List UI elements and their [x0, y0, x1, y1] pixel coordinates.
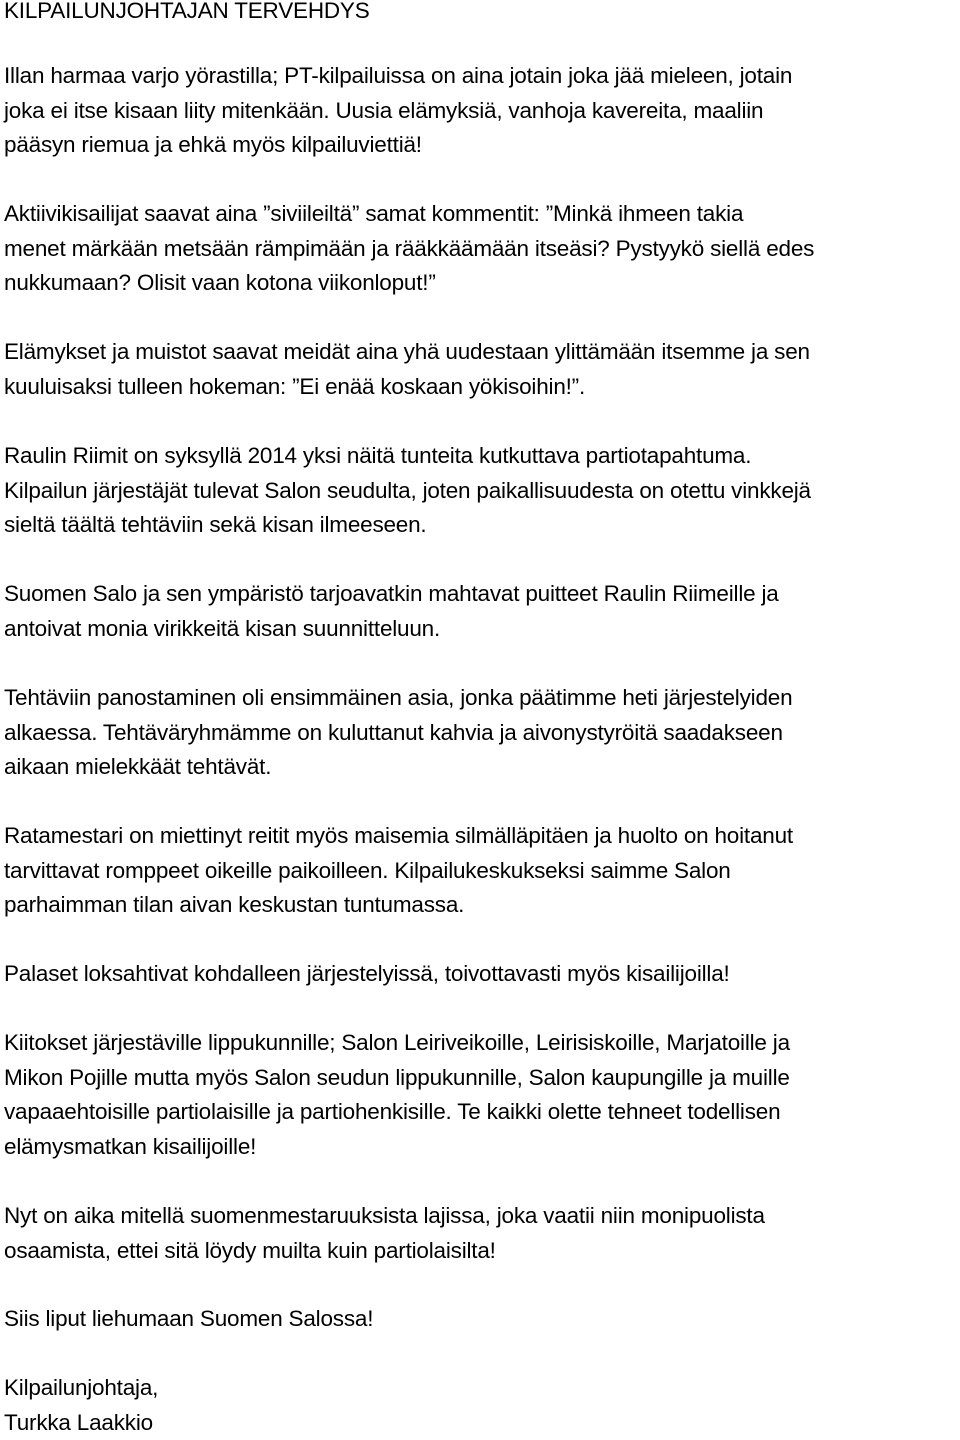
paragraph-line: nukkumaan? Olisit vaan kotona viikonloput!”	[4, 266, 814, 301]
paragraph-line: antoivat monia virikkeitä kisan suunnitteluun.	[4, 612, 779, 647]
signature-block	[4, 1371, 158, 1440]
paragraph-line: Palaset loksahtivat kohdalleen järjestelyissä, toivottavasti myös kisailijoilla!	[4, 957, 730, 992]
paragraph-line: Siis liput liehumaan Suomen Salossa!	[4, 1302, 373, 1337]
paragraph-line: kuuluisaksi tulleen hokeman: ”Ei enää koskaan yökisoihin!”.	[4, 370, 810, 405]
paragraph-championship	[4, 1199, 765, 1268]
paragraph-line: vapaaehtoisille partiolaisille ja partiohenkisille. Te kaikki olette tehneet todellisen	[4, 1095, 790, 1130]
paragraph-arrangements	[4, 957, 730, 992]
paragraph-line: Suomen Salo ja sen ympäristö tarjoavatkin mahtavat puitteet Raulin Riimeille ja	[4, 577, 779, 612]
paragraph-line: Raulin Riimit on syksyllä 2014 yksi näitä tunteita kutkuttava partiotapahtuma.	[4, 439, 811, 474]
paragraph-thanks	[4, 1026, 790, 1164]
paragraph-line: elämysmatkan kisailijoille!	[4, 1130, 790, 1165]
paragraph-line: parhaimman tilan aivan keskustan tuntumassa.	[4, 888, 793, 923]
paragraph-line: tarvittavat romppeet oikeille paikoilleen. Kilpailukeskukseksi saimme Salon	[4, 854, 793, 889]
paragraph-line: Elämykset ja muistot saavat meidät aina yhä uudestaan ylittämään itsemme ja sen	[4, 335, 810, 370]
paragraph-routes	[4, 819, 793, 923]
paragraph-experiences	[4, 335, 810, 404]
paragraph-line: Kilpailun järjestäjät tulevat Salon seudulta, joten paikallisuudesta on otettu vinkkejä	[4, 474, 811, 509]
paragraph-line: pääsyn riemua ja ehkä myös kilpailuviettiä!	[4, 128, 792, 163]
paragraph-tasks	[4, 681, 792, 785]
paragraph-salo	[4, 577, 779, 646]
paragraph-line: Kiitokset järjestäville lippukunnille; Salon Leiriveikoille, Leirisiskoille, Marjatoille ja	[4, 1026, 790, 1061]
letter-heading: KILPAILUNJOHTAJAN TERVEHDYS	[4, 0, 370, 29]
paragraph-line: Nyt on aika mitellä suomenmestaruuksista lajissa, joka vaatii niin monipuolista	[4, 1199, 765, 1234]
paragraph-flags	[4, 1302, 373, 1337]
paragraph-line: alkaessa. Tehtäväryhmämme on kuluttanut kahvia ja aivonystyröitä saadakseen	[4, 716, 792, 751]
paragraph-line: Mikon Pojille mutta myös Salon seudun lippukunnille, Salon kaupungille ja muille	[4, 1061, 790, 1096]
signature-name: Turkka Laakkio	[4, 1406, 158, 1440]
paragraph-line: osaamista, ettei sitä löydy muilta kuin partiolaisilta!	[4, 1234, 765, 1269]
paragraph-line: Ratamestari on miettinyt reitit myös maisemia silmälläpitäen ja huolto on hoitanut	[4, 819, 793, 854]
paragraph-line: joka ei itse kisaan liity mitenkään. Uusia elämyksiä, vanhoja kavereita, maaliin	[4, 94, 792, 129]
paragraph-line: Aktiivikisailijat saavat aina ”siviileiltä” samat kommentit: ”Minkä ihmeen takia	[4, 197, 814, 232]
paragraph-line: aikaan mielekkäät tehtävät.	[4, 750, 792, 785]
paragraph-line: Illan harmaa varjo yörastilla; PT-kilpailuissa on aina jotain joka jää mieleen, jotain	[4, 59, 792, 94]
paragraph-line: menet märkään metsään rämpimään ja rääkkäämään itseäsi? Pystyykö siellä edes	[4, 232, 814, 267]
paragraph-intro	[4, 59, 792, 163]
signature-role: Kilpailunjohtaja,	[4, 1371, 158, 1406]
paragraph-line: sieltä täältä tehtäviin sekä kisan ilmeeseen.	[4, 508, 811, 543]
paragraph-event	[4, 439, 811, 543]
paragraph-line: Tehtäviin panostaminen oli ensimmäinen asia, jonka päätimme heti järjestelyiden	[4, 681, 792, 716]
paragraph-comments	[4, 197, 814, 301]
